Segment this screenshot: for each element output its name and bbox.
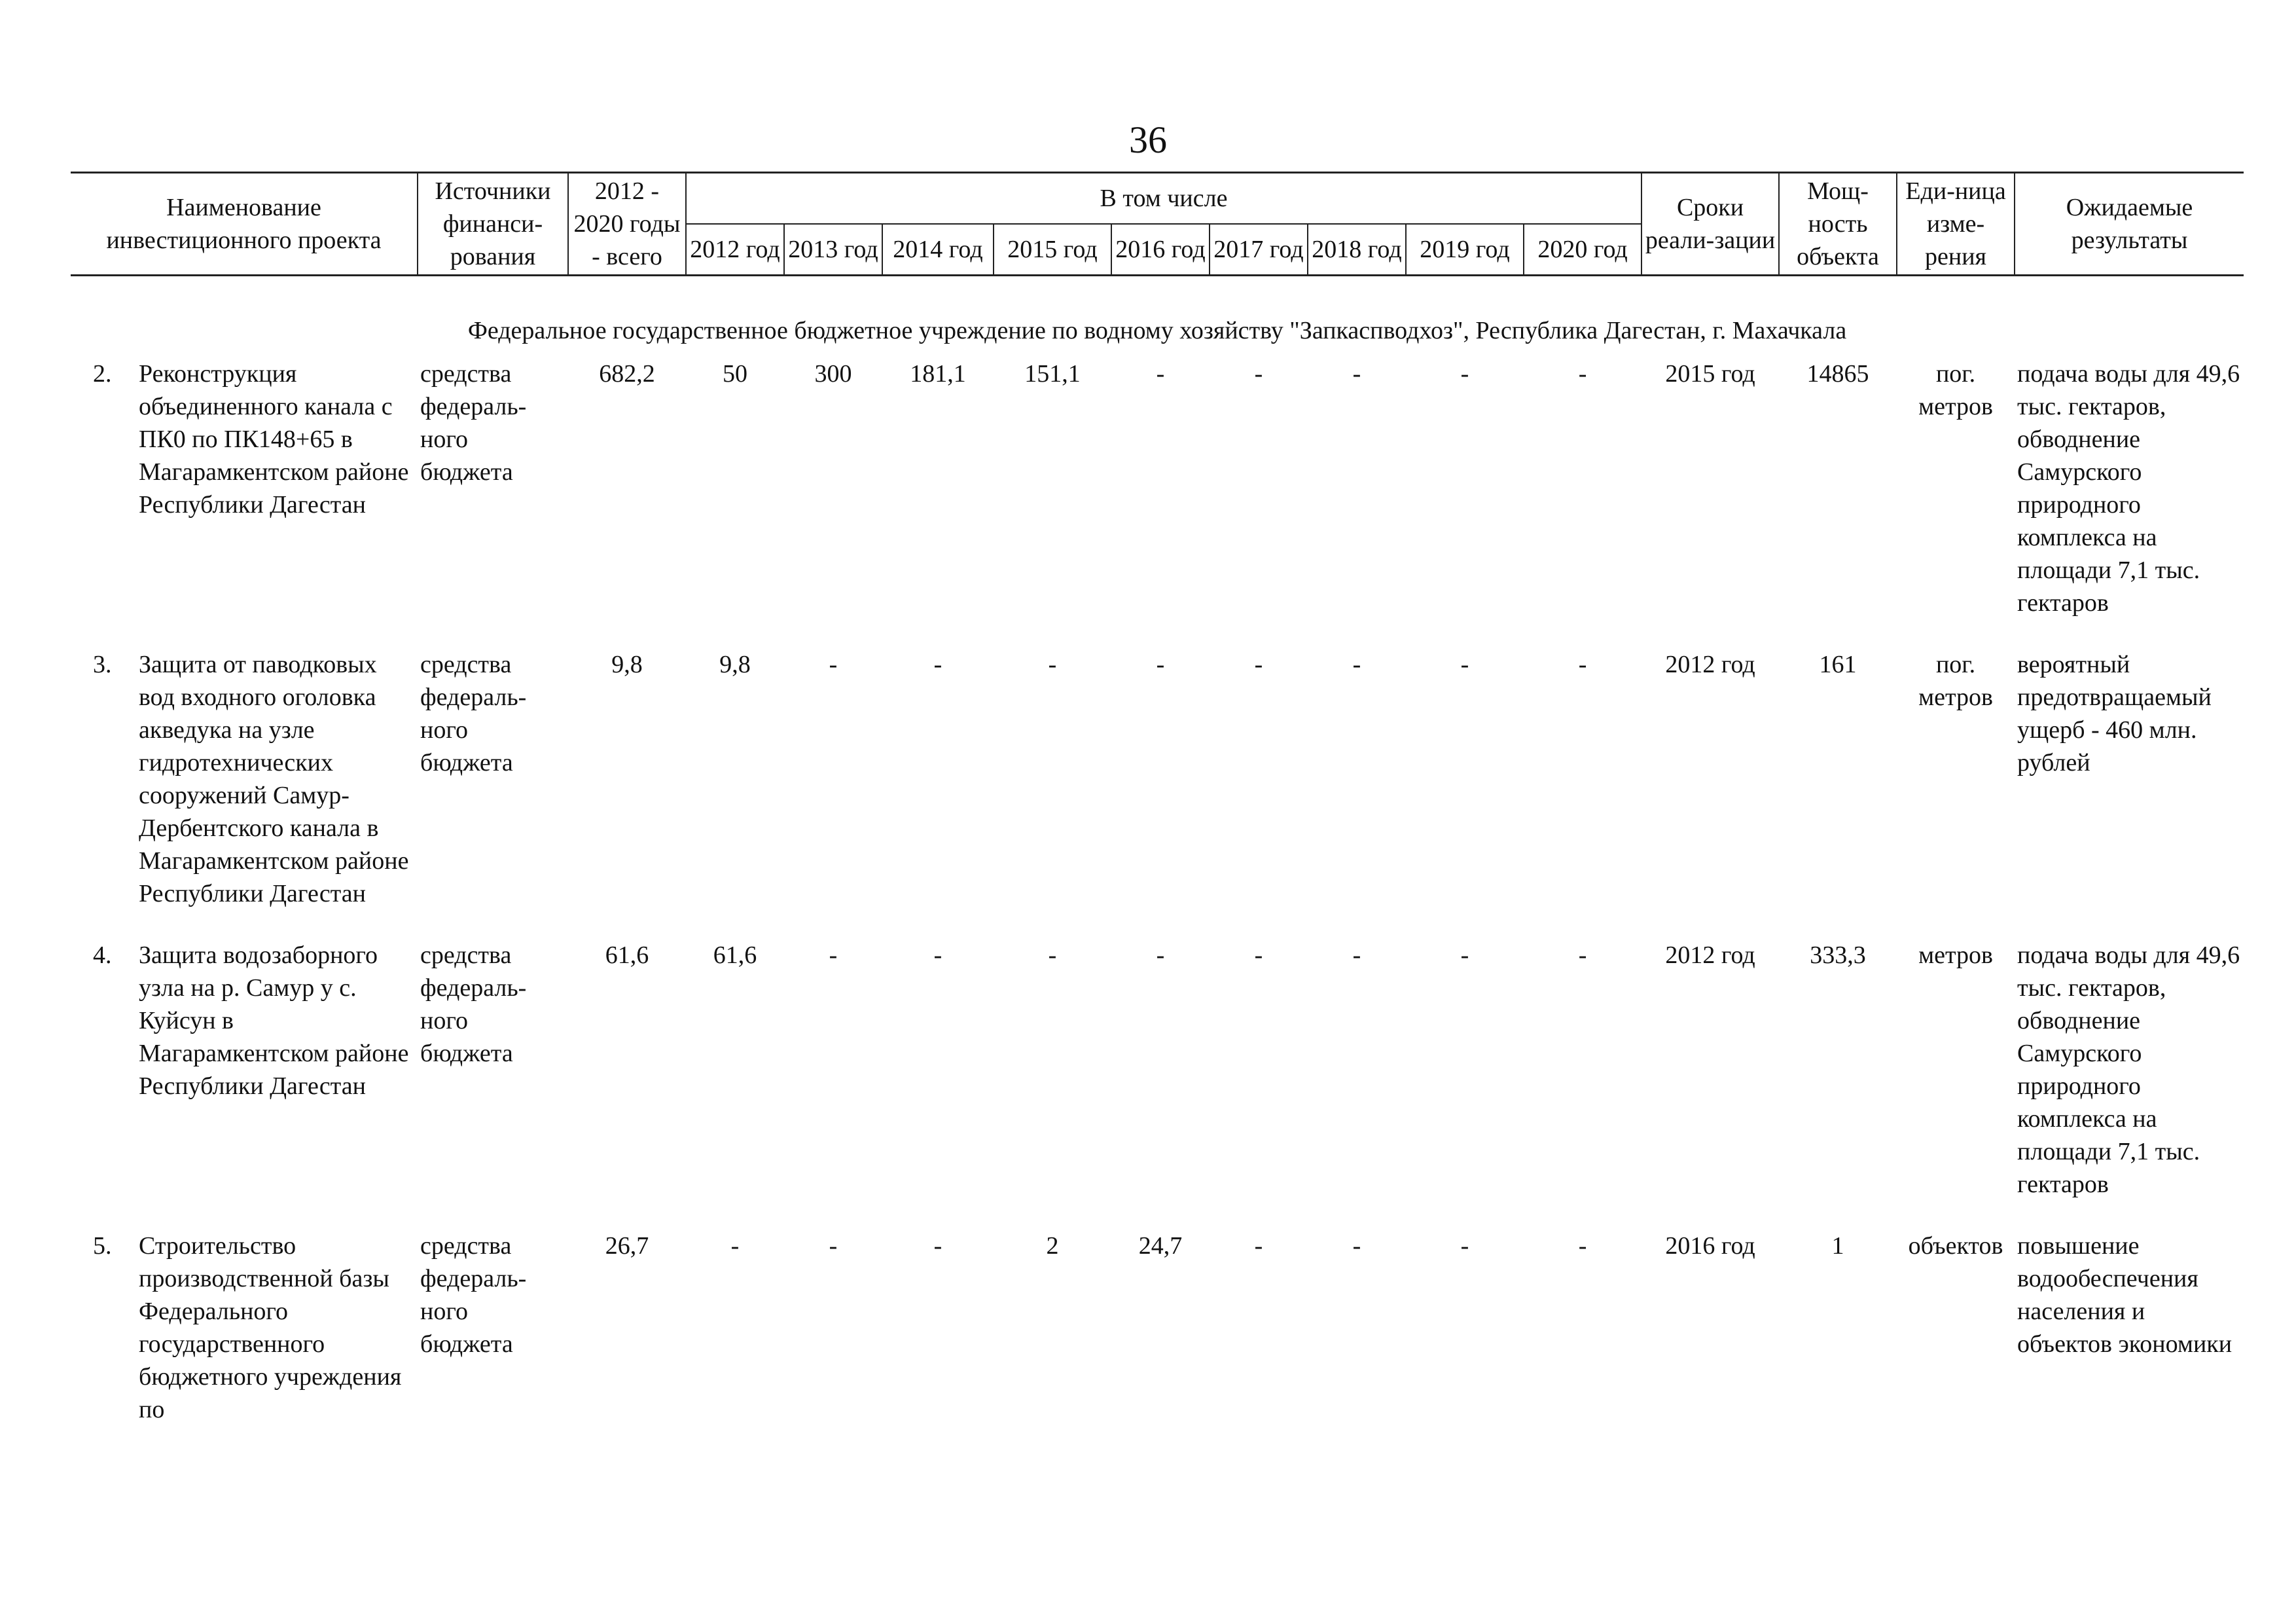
header-unit: Еди-ница изме-рения — [1897, 173, 2015, 276]
year-value: - — [933, 1232, 942, 1260]
year-value: - — [1460, 1232, 1469, 1260]
year-value: - — [1460, 941, 1469, 969]
project-number: 4. — [93, 941, 112, 969]
project-number: 5. — [93, 1232, 112, 1260]
investment-projects-table — [71, 172, 2244, 1455]
year-value: - — [829, 941, 838, 969]
year-value: - — [1352, 651, 1361, 678]
total-amount: 26,7 — [605, 1232, 649, 1260]
year-value: 24,7 — [1138, 1232, 1183, 1260]
project-cell — [71, 939, 418, 1230]
table-row — [71, 648, 2244, 939]
total-amount: 9,8 — [611, 651, 643, 678]
year-value: - — [1578, 651, 1587, 678]
year-value: - — [1156, 941, 1165, 969]
year-value: - — [933, 651, 942, 678]
header-year: 2016 год — [1111, 224, 1210, 276]
year-value: - — [1578, 941, 1587, 969]
capacity-value: 1 — [1831, 1232, 1844, 1260]
project-name: Строительство производственной базы Федерального государственного бюджетного учреждения по — [139, 1232, 402, 1423]
year-value: - — [1254, 1232, 1263, 1260]
project-name: Защита водозаборного узла на р. Самур у с. Куйсун в Магарамкентском районе Республики Дагестан — [139, 941, 409, 1100]
year-value: - — [1254, 360, 1263, 388]
unit-value: объектов — [1908, 1232, 2003, 1260]
table-row — [71, 357, 2244, 648]
header-year: 2020 год — [1524, 224, 1641, 276]
table-row — [71, 939, 2244, 1230]
year-value: - — [1156, 360, 1165, 388]
header-including: В том числе — [686, 173, 1641, 225]
implementation-term: 2012 год — [1665, 941, 1755, 969]
header-total: 2012 - 2020 годы - всего — [568, 173, 686, 276]
header-year: 2019 год — [1406, 224, 1524, 276]
header-name: Наименование инвестиционного проекта — [71, 173, 418, 276]
year-value: - — [933, 941, 942, 969]
year-value: - — [730, 1232, 740, 1260]
unit-value: метров — [1918, 941, 1993, 969]
header-year: 2013 год — [784, 224, 882, 276]
implementation-term: 2012 год — [1665, 651, 1755, 678]
year-value: 300 — [814, 360, 852, 388]
year-value: 50 — [723, 360, 747, 388]
page-number: 36 — [1129, 119, 1167, 161]
year-value: - — [1254, 941, 1263, 969]
year-value: - — [1352, 941, 1361, 969]
project-cell — [71, 1230, 418, 1455]
year-value: - — [1048, 941, 1057, 969]
project-name: Реконструкция объединенного канала с ПК0 по ПК148+65 в Магарамкентском районе Республики Дагестан — [139, 360, 409, 519]
expected-result: подача воды для 49,6 тыс. гектаров, обводнение Самурского природного комплекса на площади 7,1 тыс. гектаров — [2017, 360, 2240, 617]
capacity-value: 14865 — [1806, 360, 1869, 388]
expected-result: подача воды для 49,6 тыс. гектаров, обводнение Самурского природного комплекса на площади 7,1 тыс. гектаров — [2017, 941, 2240, 1198]
unit-value: пог. метров — [1918, 651, 1993, 711]
implementation-term: 2015 год — [1665, 360, 1755, 388]
year-value: - — [1460, 360, 1469, 388]
funding-source: средства федераль-ного бюджета — [420, 360, 527, 486]
total-amount: 682,2 — [599, 360, 655, 388]
project-number: 3. — [93, 651, 112, 678]
organization-row — [71, 276, 2244, 358]
header-year: 2015 год — [994, 224, 1111, 276]
year-value: - — [1156, 651, 1165, 678]
year-value: - — [1048, 651, 1057, 678]
year-value: - — [829, 1232, 838, 1260]
project-number: 2. — [93, 360, 112, 388]
total-amount: 61,6 — [605, 941, 649, 969]
header-year: 2012 год — [686, 224, 784, 276]
year-value: - — [1254, 651, 1263, 678]
header-year: 2018 год — [1308, 224, 1406, 276]
year-value: - — [1352, 1232, 1361, 1260]
capacity-value: 161 — [1819, 651, 1857, 678]
organization-title: Федеральное государственное бюджетное учреждение по водному хозяйству "Запкаспводхоз", Республика Дагестан, г. Махачкала — [467, 317, 1847, 344]
year-value: 2 — [1046, 1232, 1059, 1260]
table-row — [71, 1230, 2244, 1455]
header-row-top — [71, 173, 2244, 225]
year-value: 181,1 — [910, 360, 966, 388]
unit-value: пог. метров — [1918, 360, 1993, 420]
year-value: 151,1 — [1024, 360, 1081, 388]
year-value: - — [1460, 651, 1469, 678]
expected-result: вероятный предотвращаемый ущерб - 460 млн. рублей — [2017, 651, 2212, 776]
implementation-term: 2016 год — [1665, 1232, 1755, 1260]
header-results: Ожидаемые результаты — [2015, 173, 2244, 276]
year-value: - — [1352, 360, 1361, 388]
year-value: 61,6 — [713, 941, 757, 969]
funding-source: средства федераль-ного бюджета — [420, 651, 527, 776]
year-value: 9,8 — [719, 651, 751, 678]
year-value: - — [1578, 360, 1587, 388]
header-capacity: Мощ-ность объекта — [1779, 173, 1897, 276]
project-cell — [71, 357, 418, 648]
project-cell — [71, 648, 418, 939]
funding-source: средства федераль-ного бюджета — [420, 941, 527, 1067]
year-value: - — [1578, 1232, 1587, 1260]
year-value: - — [829, 651, 838, 678]
funding-source: средства федераль-ного бюджета — [420, 1232, 527, 1358]
expected-result: повышение водообеспечения населения и объектов экономики — [2017, 1232, 2233, 1358]
header-year: 2017 год — [1210, 224, 1308, 276]
capacity-value: 333,3 — [1810, 941, 1866, 969]
project-name: Защита от паводковых вод входного оголовка акведука на узле гидротехнических сооружений Самур-Дербентского канала в Магарамкентском районе Республики Дагестан — [139, 651, 409, 907]
header-sources: Источники финанси-рования — [418, 173, 568, 276]
header-year: 2014 год — [882, 224, 994, 276]
header-terms: Сроки реали-зации — [1641, 173, 1779, 276]
